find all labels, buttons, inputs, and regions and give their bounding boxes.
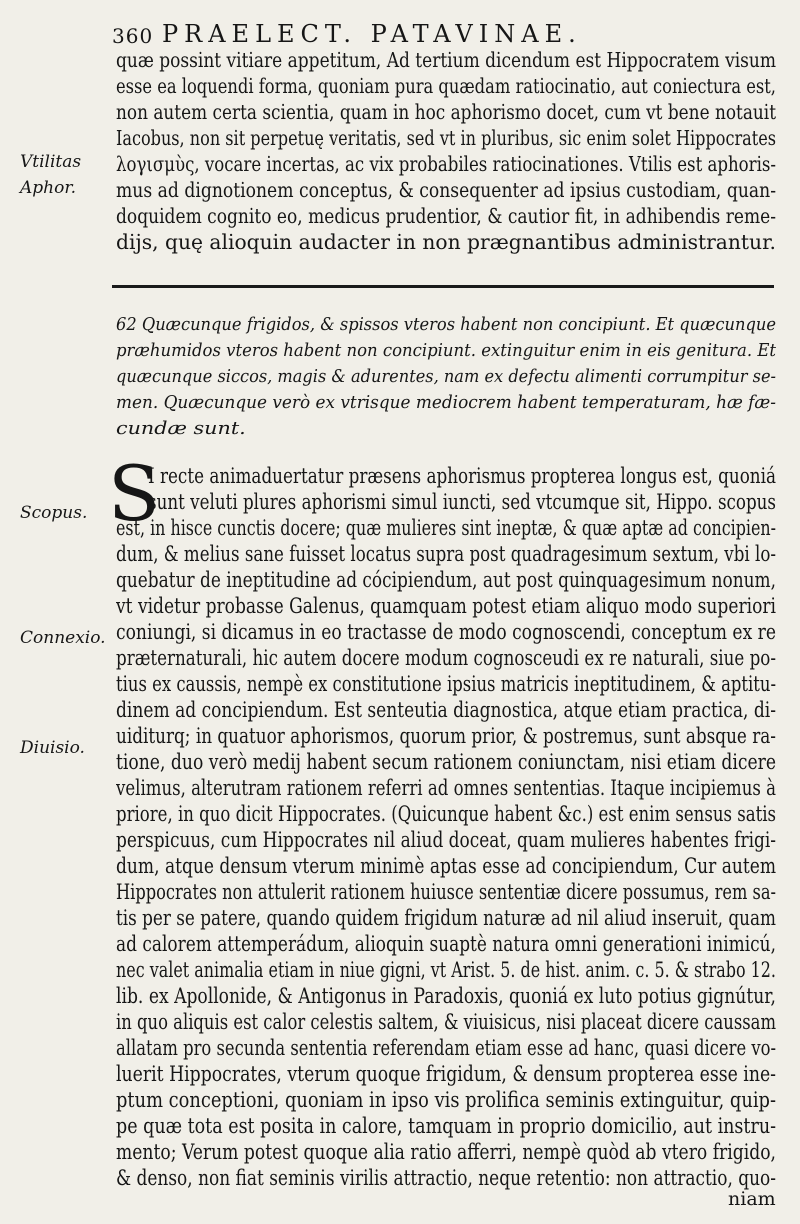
text-line: tione, duo verò medij habent secum rationem coniunctam, nisi etiam dicere [116, 750, 776, 775]
text-line: uiditurq; in quatuor aphorismos, quorum prior, & postremus, sunt absque ra- [116, 724, 776, 749]
text-line: quebatur de ineptitudine ad cócipiendum, aut post quinquagesimum nonum, [116, 568, 776, 593]
text-line: λογισμὺς, vocare incertas, ac vix probabiles ratiocinationes. Vtilis est aphoris- [116, 152, 776, 176]
text-line: Iacobus, non sit perpetuę veritatis, sed vt in pluribus, sic enim solet Hippocrates [116, 126, 776, 150]
text-line: & denso, non fiat seminis virilis attractio, neque retentio: non attractio, quo- [116, 1166, 776, 1191]
text-line: præternaturali, hic autem docere modum cognosceudi ex re naturali, siue po- [116, 646, 776, 671]
margin-note-scopus: Scopus. [20, 503, 88, 523]
text-line: doquidem cognito eo, medicus prudentior, & cautior fit, in adhibendis reme- [116, 204, 776, 228]
text-line: mus ad dignotionem conceptus, & consequenter ad ipsius custodiam, quan- [116, 178, 776, 202]
text-line: mento; Verum potest quoque alia ratio afferri, nempè quòd ab vtero frigido, [116, 1140, 776, 1165]
text-line: perspicuus, cum Hippocrates nil aliud doceat, quam mulieres habentes frigi- [116, 828, 776, 853]
margin-note-vtilitas: Vtilitas [20, 152, 82, 172]
drop-capital: S [108, 449, 161, 538]
text-line: ptum conceptioni, quoniam in ipso vis prolifica seminis extinguitur, quip- [116, 1088, 776, 1113]
section-divider [112, 285, 774, 288]
text-line: vt videtur probasse Galenus, quamquam potest etiam aliquo modo superiori [116, 594, 776, 619]
catchword: niam [728, 1188, 776, 1210]
text-line: Hippocrates non attulerit rationem huiusce sententiæ dicere possumus, rem sa- [116, 880, 776, 905]
margin-note-diuisio: Diuisio. [20, 738, 85, 758]
text-line: velimus, alterutram rationem referri ad omnes sententias. Itaque incipiemus à [116, 776, 776, 801]
margin-note-aphor: Aphor. [20, 178, 77, 198]
text-line: esse ea loquendi forma, quoniam pura quædam ratiocinatio, aut coniectura est, [116, 74, 776, 98]
aphorism-line: præhumidos vteros habent non concipiunt. extinguitur enim in eis genitura. Et [116, 340, 776, 361]
text-line: coniungi, si dicamus in eo tractasse de modo cognoscendi, conceptum ex re [116, 620, 776, 645]
margin-note-connexio: Connexio. [20, 628, 106, 648]
page-title: PRAELECT. PATAVINAE. [162, 20, 582, 48]
text-line: in quo aliquis est calor celestis saltem, & viuisicus, nisi placeat dicere caussam [116, 1010, 776, 1035]
text-line: priore, in quo dicit Hippocrates. (Quicunque habent &c.) est enim sensus satis [116, 802, 776, 827]
text-line: allatam pro secunda sententia referendam etiam esse ad hanc, quasi dicere vo- [116, 1036, 776, 1061]
running-head [112, 20, 772, 50]
text-line: nec valet animalia etiam in niue gigni, vt Arist. 5. de hist. anim. c. 5. & strabo 12. [116, 958, 776, 983]
aphorism-line: cundæ sunt. [116, 418, 246, 439]
text-line: tius ex caussis, nempè ex constitutione ipsius matricis ineptitudinem, & aptitu- [116, 672, 776, 697]
text-line: sunt veluti plures aphorismi simul iuncti, sed vtcumque sit, Hippo. scopus [148, 490, 776, 515]
text-line: dinem ad concipiendum. Est senteutia diagnostica, atque etiam practica, di- [116, 698, 776, 723]
text-line: ad calorem attemperádum, alioquin suaptè natura omni generationi inimicú, [116, 932, 776, 957]
aphorism-line: quæcunque siccos, magis & adurentes, nam ex defectu alimenti corrumpitur se- [116, 366, 776, 387]
text-line: dum, atque densum vterum minimè aptas esse ad concipiendum, Cur autem [116, 854, 776, 879]
text-line: luerit Hippocrates, vterum quoque frigidum, & densum propterea esse ine- [116, 1062, 776, 1087]
text-line: dum, & melius sane fuisset locatus supra post quadragesimum sextum, vbi lo- [116, 542, 776, 567]
aphorism-line: 62 Quæcunque frigidos, & spissos vteros habent non concipiunt. Et quæcunque [116, 314, 776, 335]
page-number: 360 [112, 24, 154, 48]
text-line: non autem certa scientia, quam in hoc aphorismo docet, cum vt bene notauit [116, 100, 776, 124]
text-line: tis per se patere, quando quidem frigidum naturæ ad nil aliud inseruit, quam [116, 906, 776, 931]
text-line: dijs, quę alioquin audacter in non prægnantibus administrantur. [116, 230, 776, 254]
text-line: quæ possint vitiare appetitum, Ad tertium dicendum est Hippocratem visum [116, 48, 776, 72]
text-line: I recte animaduertatur præsens aphorismus propterea longus est, quoniá [148, 464, 776, 489]
text-line: est, in hisce cunctis docere; quæ mulieres sint ineptæ, & quæ aptæ ad concipien- [116, 516, 776, 541]
text-line: pe quæ tota est posita in calore, tamquam in proprio domicilio, aut instru- [116, 1114, 776, 1139]
text-line: lib. ex Apollonide, & Antigonus in Paradoxis, quoniá ex luto potius gignútur, [116, 984, 776, 1009]
aphorism-line: men. Quæcunque verò ex vtrisque mediocrem habent temperaturam, hæ fæ- [116, 392, 776, 413]
